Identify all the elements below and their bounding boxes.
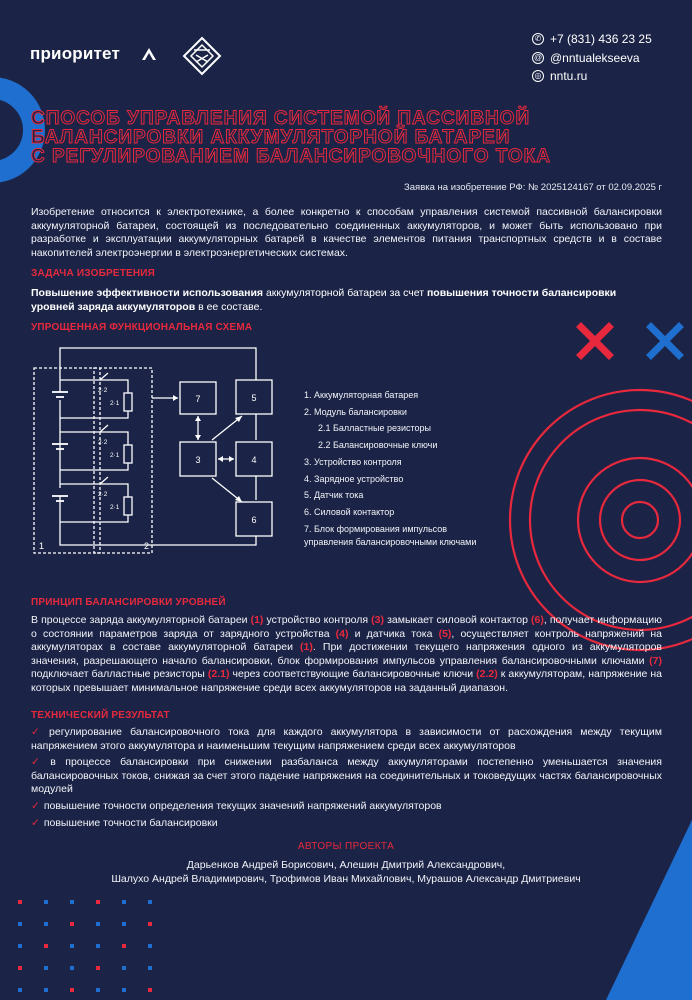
legend-item: 7. Блок формирования импульсов (304, 523, 448, 534)
contact-phone[interactable] (532, 30, 652, 49)
decor-dot (148, 988, 152, 992)
authors-line: Дарьенков Андрей Борисович, Алешин Дмитрий Александрович, (186, 859, 506, 871)
brand-logo-text: приоритет (30, 44, 121, 63)
scheme-legend (304, 387, 476, 548)
decor-dot (44, 900, 48, 904)
patent-application: Заявка на изобретение РФ: № 2025124167 от 02.09.2025 г (404, 182, 662, 193)
principle-text-run: В процессе заряда аккумуляторной батареи (31, 614, 251, 626)
decor-dot (122, 900, 126, 904)
decor-dot (96, 988, 100, 992)
decor-dot (122, 988, 126, 992)
legend-item: 1. Аккумуляторная батарея (304, 390, 419, 400)
result-text: повышение точности балансировки (43, 816, 218, 829)
reference-number: (3) (371, 614, 385, 626)
contacts-block (532, 30, 652, 86)
brand-arrow-icon (142, 48, 156, 60)
decor-dot (70, 900, 74, 904)
reference-number: (1) (250, 614, 264, 626)
reference-number: (7) (649, 654, 662, 667)
intro-paragraph: Изобретение относится к электротехнике, а более конкретно к способам управления системой пассивной балансировки аккумуляторной батареи, состоящей из последовательно соединенных аккумуляторов, и может быть использовано при разработке и эксплуатации аккумуляторных батарей в качестве элементов питания транспортных средств и в составе накопителей электроэнергии в электроэнергетических системах. (31, 206, 662, 259)
task-text-2: в ее составе. (195, 300, 263, 313)
principle-text-run: устройство контроля (263, 614, 372, 626)
decor-dot (148, 900, 152, 904)
block-label: 7 (195, 394, 201, 404)
check-icon: ✓ (31, 816, 40, 829)
legend-item: 2.2 Балансировочные ключи (318, 440, 438, 451)
result-item (31, 800, 662, 814)
decor-dot (96, 900, 100, 904)
functional-scheme-diagram (28, 340, 288, 562)
decor-dot (18, 922, 22, 926)
resistor-label: 2·1 (110, 400, 120, 407)
principle-text-run: и датчика тока (348, 627, 439, 640)
social-icon: @ (533, 52, 543, 62)
reference-number: (2.1) (207, 668, 230, 681)
task-text (31, 287, 662, 314)
decor-dot (18, 966, 22, 970)
title-line: С РЕГУЛИРОВАНИЕМ БАЛАНСИРОВОЧНОГО ТОКА (31, 146, 551, 167)
legend-item: 2. Модуль балансировки (304, 406, 407, 417)
decor-dot (148, 966, 152, 970)
decor-dot (18, 900, 22, 904)
decor-dot (44, 922, 48, 926)
block-label: 3 (195, 455, 201, 465)
results-heading: ТЕХНИЧЕСКИЙ РЕЗУЛЬТАТ (31, 710, 170, 721)
decor-dot (18, 944, 22, 948)
legend-item: 3. Устройство контроля (304, 456, 402, 467)
decor-dot (44, 944, 48, 948)
decor-dot (44, 966, 48, 970)
resistor-label: 2·1 (110, 452, 120, 459)
legend-item: 2.1 Балластные резисторы (318, 423, 431, 434)
principle-text-run: , получает информацию о состоянии параметров заряда от зарядного устройства (31, 614, 662, 640)
reference-number: (2.2) (476, 668, 498, 681)
legend-item: управления балансировочными ключами (304, 537, 477, 548)
title-line: БАЛАНСИРОВКИ АККУМУЛЯТОРНОЙ БАТАРЕИ (31, 127, 511, 148)
page-title (31, 109, 631, 166)
switch-label: 2·2 (98, 387, 108, 394)
university-emblem-icon (182, 36, 222, 76)
principle-text-run: подключает балластные резисторы (31, 668, 208, 681)
decor-dot (70, 966, 74, 970)
principle-heading: ПРИНЦИП БАЛАНСИРОВКИ УРОВНЕЙ (31, 597, 226, 608)
decor-dot (70, 922, 74, 926)
result-item (31, 756, 662, 797)
check-icon: ✓ (31, 756, 47, 769)
phone-icon: ✆ (532, 33, 544, 45)
result-text: в процессе балансировки при снижении разбаланса между аккумуляторами постепенно уменьшается значения балансировочных токов, снижая за счет этого падение напряжения на соединительных и токоведущих частях балансировочных модулей (31, 756, 662, 796)
reference-number: (6) (531, 614, 544, 626)
result-text: повышение точности определения текущих значений напряжений аккумуляторов (43, 799, 442, 812)
block-label: 4 (251, 455, 257, 465)
result-text: регулирование балансировочного тока для каждого аккумулятора в зависимости от расхождения между текущим напряжением этого аккумулятора и наименьшим текущим напряжением среди всех аккумуляторов (31, 726, 662, 752)
principle-text-run: замыкает силовой контактор (384, 614, 532, 626)
decor-dot (96, 922, 100, 926)
contact-website-text: nntu.ru (550, 69, 588, 83)
decor-dot (122, 944, 126, 948)
block-label: 5 (251, 393, 257, 403)
reference-number: (5) (438, 627, 452, 640)
legend-item: 6. Силовой контактор (304, 506, 395, 517)
switch-label: 2·2 (98, 439, 108, 446)
title-line: СПОСОБ УПРАВЛЕНИЯ СИСТЕМОЙ ПАССИВНОЙ (31, 108, 531, 129)
decor-dot (44, 988, 48, 992)
decor-dot (148, 944, 152, 948)
principle-text-run: через соответствующие балансировочные ключи (229, 668, 477, 681)
decor-dot (96, 944, 100, 948)
authors-line: Шалухо Андрей Владимирович, Трофимов Иван Михайлович, Мурашов Александр Дмитриевич (111, 873, 581, 885)
task-heading: ЗАДАЧА ИЗОБРЕТЕНИЯ (31, 268, 156, 279)
switch-label: 2·2 (98, 491, 108, 498)
group-label: 2 (144, 541, 150, 551)
globe-icon: ◎ (532, 70, 544, 82)
authors-heading: АВТОРЫ ПРОЕКТА (297, 841, 395, 852)
decor-dot (122, 922, 126, 926)
scheme-heading: УПРОЩЕННАЯ ФУНКЦИОНАЛЬНАЯ СХЕМА (31, 322, 253, 333)
task-bold-1: Повышение эффективности использования (31, 287, 264, 299)
contact-website[interactable] (532, 67, 652, 86)
decor-dot (148, 922, 152, 926)
task-bold-2: повышения точности балансировки уровней заряда аккумуляторов (31, 287, 617, 313)
contact-phone-text: +7 (831) 436 23 25 (550, 32, 652, 46)
resistor-label: 2·1 (110, 504, 120, 511)
contact-social[interactable] (532, 49, 652, 68)
principle-paragraph (31, 614, 662, 696)
group-label: 1 (39, 541, 45, 551)
contact-social-text: @nntualekseeva (550, 50, 640, 65)
decor-dot (96, 966, 100, 970)
results-list (31, 726, 662, 833)
task-text-1: аккумуляторной батареи за счет (263, 287, 427, 299)
check-icon: ✓ (31, 726, 46, 738)
legend-item: 5. Датчик тока (304, 490, 364, 501)
block-label: 6 (251, 515, 257, 525)
decor-dot (122, 966, 126, 970)
result-item (31, 817, 662, 831)
decor-dot (18, 988, 22, 992)
reference-number: (4) (335, 627, 349, 640)
result-item (31, 726, 662, 753)
reference-number: (1) (300, 641, 313, 654)
decor-dot (70, 944, 74, 948)
principle-text-run: . При достижении текущего напряжения одного из аккумуляторов значения, разрешающего начало балансировки, блок формирования импульсов управления балансировочными ключами (31, 641, 662, 667)
check-icon: ✓ (31, 799, 40, 812)
principle-text-run: к аккумуляторам, напряжение на которых превышает минимальное напряжение среди всех аккумуляторов на заданный диапазон. (31, 668, 662, 694)
legend-item: 4. Зарядное устройство (304, 473, 404, 484)
authors-list (0, 858, 692, 886)
decor-dot (70, 988, 74, 992)
principle-text-run: , осуществляет контроль напряжений на аккумуляторах в составе аккумуляторной батареи (31, 627, 662, 654)
